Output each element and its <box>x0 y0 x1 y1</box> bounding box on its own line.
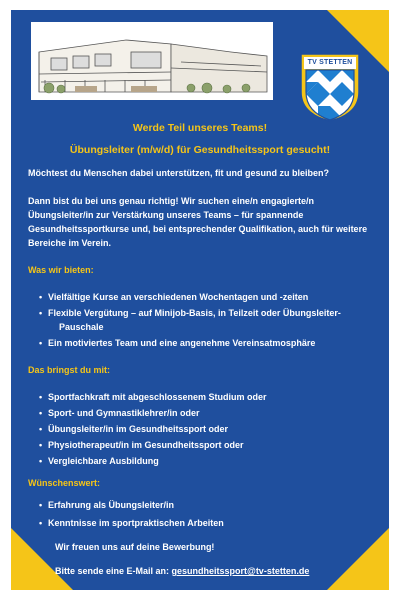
club-crest-logo <box>298 50 362 122</box>
intro-text: Dann bist du bei uns genau richtig! Wir suchen eine/n engagierte/n Übungsleiter/in zur Verstärkung unseres Teams – für spannende Gesundheitssportkurse und, bei entsprechender Qualifikation, auch für weitere Bereiche im Verein. <box>28 196 368 248</box>
job-flyer <box>11 10 389 590</box>
list-item: • Kenntnisse im sportpraktischen Arbeiten <box>39 516 376 530</box>
intro-question: Möchtest du Menschen dabei unterstützen, fit und gesund zu bleiben? <box>28 168 330 178</box>
offer-list <box>28 290 376 350</box>
crest-label: TV STETTEN <box>307 59 353 66</box>
list-item: • Übungsleiter/in im Gesundheitssport oder <box>39 422 376 436</box>
closing-cta: Bitte sende eine E-Mail an: gesundheitssport@tv-stetten.de <box>55 566 310 576</box>
closing-block <box>28 540 376 578</box>
list-item: • Vergleichbare Ausbildung <box>39 454 376 468</box>
clubhouse-sketch-image <box>31 22 273 100</box>
email-link[interactable]: gesundheitssport@tv-stetten.de <box>171 566 310 576</box>
headline-join-team: Werde Teil unseres Teams! <box>132 122 268 134</box>
section-title-offer: Was wir bieten: <box>28 265 94 275</box>
list-item: • Erfahrung als Übungsleiter/in <box>39 498 376 512</box>
wishes-list <box>28 498 376 530</box>
list-item: • Physiotherapeut/in im Gesundheitssport oder <box>39 438 376 452</box>
section-title-wishes: Wünschenswert: <box>28 478 101 488</box>
list-item: • Flexible Vergütung – auf Minijob-Basis, in Teilzeit oder Übungsleiter- Pauschale <box>39 306 376 334</box>
headline-job-title: Übungsleiter (m/w/d) für Gesundheitssport gesucht! <box>69 144 331 156</box>
closing-thanks: Wir freuen uns auf deine Bewerbung! <box>55 542 215 552</box>
list-item: • Vielfältige Kurse an verschiedenen Wochentagen und -zeiten <box>39 290 376 304</box>
section-title-requirements: Das bringst du mit: <box>28 365 111 375</box>
list-item: • Sportfachkraft mit abgeschlossenem Studium oder <box>39 390 376 404</box>
list-item: • Sport- und Gymnastiklehrer/in oder <box>39 406 376 420</box>
list-item: • Ein motiviertes Team und eine angenehme Vereinsatmosphäre <box>39 336 376 350</box>
requirements-list <box>28 390 376 468</box>
flyer-content <box>28 166 376 578</box>
